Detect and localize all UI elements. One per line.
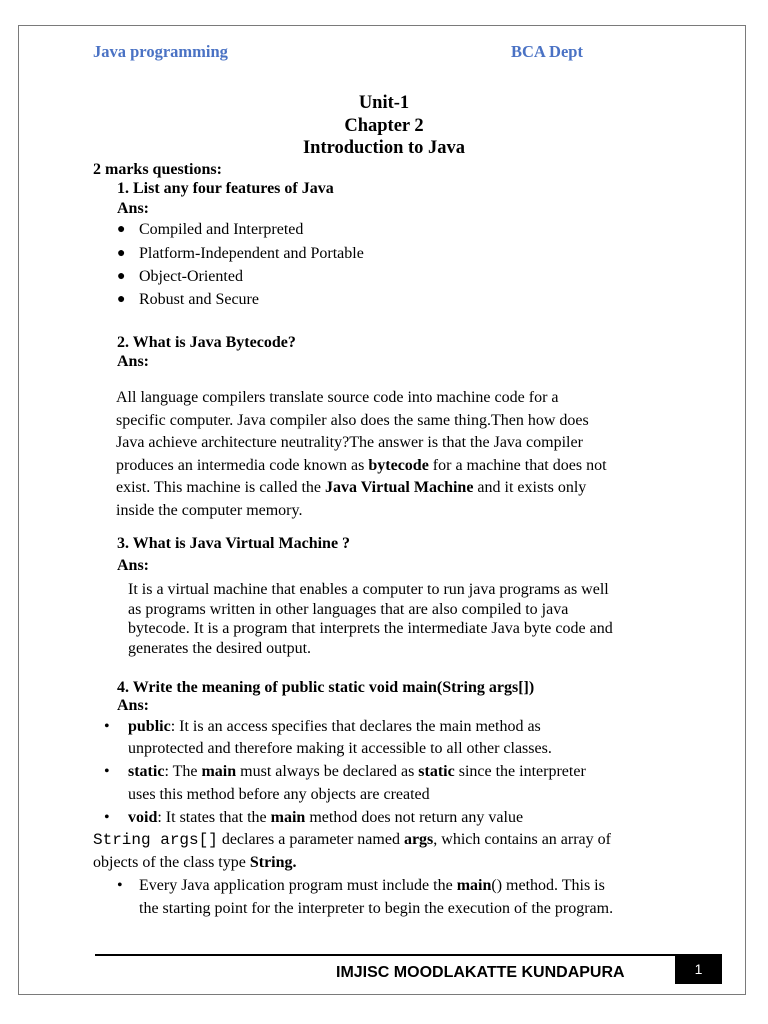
answer-label-2: Ans: xyxy=(117,353,150,370)
bullet-icon: • xyxy=(104,809,110,826)
bullet-icon: ● xyxy=(117,292,126,307)
question-4: 4. Write the meaning of public static void main(String args[]) xyxy=(117,679,535,696)
static-bullet-continued: uses this method before any objects are created xyxy=(128,786,430,803)
answer-line: It is a virtual machine that enables a computer to run java programs as well xyxy=(128,581,609,598)
bullet-icon: ● xyxy=(117,269,126,284)
footer-institution: IMJISC MOODLAKATTE KUNDAPURA xyxy=(336,964,625,981)
unit-title: Unit-1 xyxy=(358,93,410,113)
jvm-term: Java Virtual Machine xyxy=(324,479,474,497)
string-args-line-continued: objects of the class type String. xyxy=(93,854,297,871)
header-subject: Java programming xyxy=(93,42,228,61)
answer-line: bytecode. It is a program that interprets the intermediate Java byte code and xyxy=(128,620,613,638)
answer-line: generates the desired output. xyxy=(128,639,312,657)
answer-line: inside the computer memory. xyxy=(116,501,303,519)
public-bullet-continued: unprotected and therefore making it accessible to all other classes. xyxy=(128,740,552,757)
footer-divider xyxy=(95,954,675,956)
answer-line: exist. This machine is called the Java Virtual Machine and it exists only xyxy=(116,479,587,497)
section-heading: 2 marks questions: xyxy=(93,161,222,178)
list-item: Object-Oriented xyxy=(139,268,243,285)
void-bullet: void: It states that the main method does not return any value xyxy=(128,809,524,826)
answer-line: produces an intermedia code known as bytecode for a machine that does not xyxy=(116,456,607,474)
bytecode-term: bytecode xyxy=(368,456,429,474)
answer-3-paragraph xyxy=(128,580,613,658)
bullet-icon: • xyxy=(104,763,110,780)
bullet-icon: ● xyxy=(117,222,126,237)
answer-label-3: Ans: xyxy=(117,557,150,574)
string-args-line: String args[] declares a parameter named args, which contains an array of xyxy=(93,831,611,849)
answer-line: Java achieve architecture neutrality?The answer is that the Java compiler xyxy=(116,434,583,452)
answer-line: as programs written in other languages that are also compiled to java xyxy=(128,600,569,618)
question-3: 3. What is Java Virtual Machine ? xyxy=(117,535,351,552)
main-method-bullet: Every Java application program must include the main() method. This is xyxy=(139,877,605,894)
answer-label-4: Ans: xyxy=(117,697,150,714)
bullet-icon: ● xyxy=(117,246,126,261)
page-number: 1 xyxy=(675,954,722,984)
header-department: BCA Dept xyxy=(511,42,583,61)
list-item: Platform-Independent and Portable xyxy=(139,245,364,262)
question-2: 2. What is Java Bytecode? xyxy=(117,334,296,351)
main-method-bullet-continued: the starting point for the interpreter to begin the execution of the program. xyxy=(139,900,614,917)
public-bullet: public: It is an access specifies that declares the main method as xyxy=(128,718,541,735)
answer-2-paragraph xyxy=(116,387,607,523)
static-bullet: static: The main must always be declared as static since the interpreter xyxy=(128,763,586,780)
topic-title: Introduction to Java xyxy=(302,138,466,158)
answer-line: All language compilers translate source code into machine code for a xyxy=(116,389,559,406)
question-1: 1. List any four features of Java xyxy=(117,180,334,197)
answer-label-1: Ans: xyxy=(117,200,150,217)
code-snippet: String args[] xyxy=(93,831,218,849)
chapter-title: Chapter 2 xyxy=(344,116,424,136)
list-item: Compiled and Interpreted xyxy=(139,221,304,238)
answer-line: specific computer. Java compiler also does the same thing.Then how does xyxy=(116,411,589,429)
list-item: Robust and Secure xyxy=(139,291,259,308)
bullet-icon: • xyxy=(117,877,123,894)
bullet-icon: • xyxy=(104,718,110,735)
